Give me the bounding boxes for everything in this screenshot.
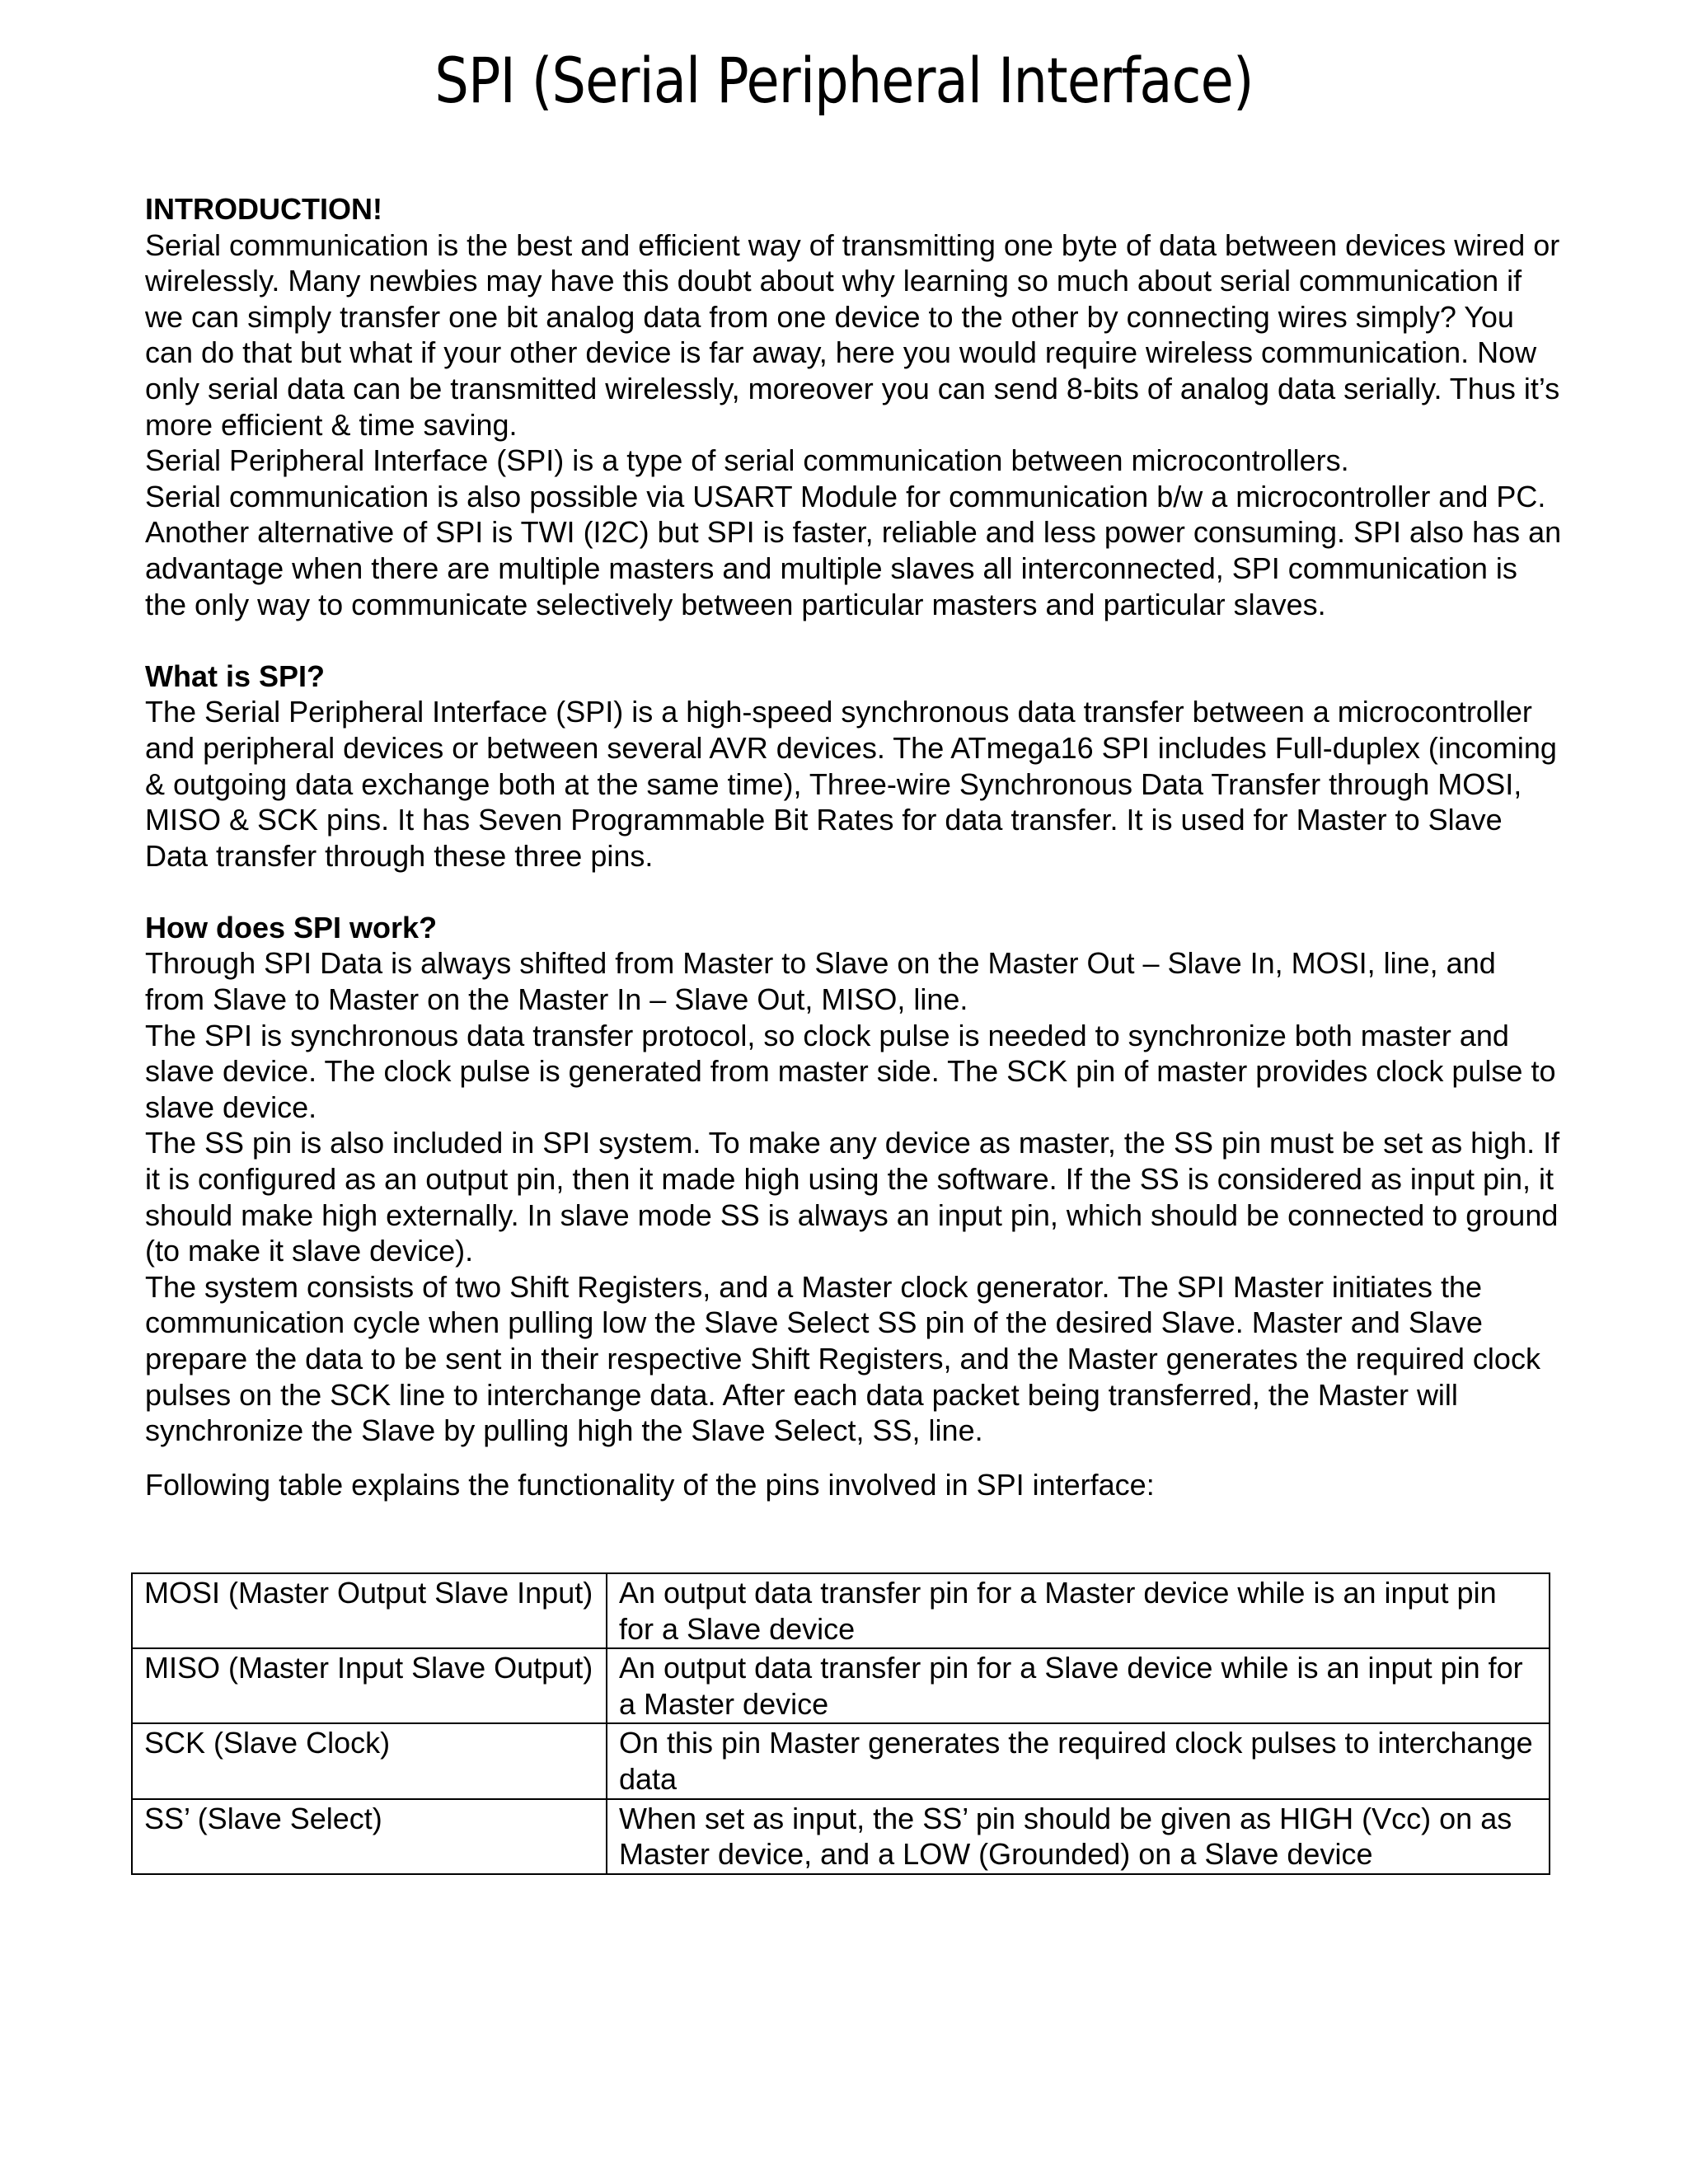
paragraph: The SS pin is also included in SPI system. To make any device as master, the SS pin must be set as high. If it is configured as an output pin, then it made high using the software. If the SS is considered as input pin, it should make high externally. In slave mode SS is always an input pin, which should be connected to ground (to make it slave device). bbox=[145, 1126, 1560, 1268]
section-introduction bbox=[145, 191, 1563, 622]
pin-name-cell: MOSI (Master Output Slave Input) bbox=[132, 1573, 607, 1648]
paragraph: Serial communication is also possible via USART Module for communication b/w a microcontroller and PC. Another alternative of SPI is TWI (I2C) but SPI is faster, reliable and less power consuming. SPI also has an advantage when there are multiple masters and multiple slaves all interconnected, SPI communication is the only way to communicate selectively between particular masters and particular slaves. bbox=[145, 479, 1562, 621]
pin-name-cell: SS’ (Slave Select) bbox=[132, 1799, 607, 1874]
table-intro-text: Following table explains the functionality of the pins involved in SPI interface: bbox=[145, 1467, 1155, 1502]
paragraph: The system consists of two Shift Registers, and a Master clock generator. The SPI Master initiates the communication cycle when pulling low the Slave Select SS pin of the desired Slave. Master and Slave prepare the data to be sent in their respective Shift Registers, and the Master generates the required clock pulses on the SCK line to interchange data. After each data packet being transferred, the Master will synchronize the Slave by pulling high the Slave Select, SS, line. bbox=[145, 1269, 1540, 1448]
spi-pin-table bbox=[131, 1572, 1550, 1875]
pin-name-cell: SCK (Slave Clock) bbox=[132, 1723, 607, 1798]
table-row bbox=[132, 1723, 1550, 1798]
paragraph: The SPI is synchronous data transfer protocol, so clock pulse is needed to synchronize both master and slave device. The clock pulse is generated from master side. The SCK pin of master provides clock pulse to slave device. bbox=[145, 1018, 1556, 1124]
document-title: SPI (Serial Peripheral Interface) bbox=[434, 44, 1254, 117]
pin-description-cell: An output data transfer pin for a Master device while is an input pin for a Slave device bbox=[607, 1573, 1550, 1648]
pin-name-cell: MISO (Master Input Slave Output) bbox=[132, 1648, 607, 1723]
pin-description-cell: On this pin Master generates the required clock pulses to interchange data bbox=[607, 1723, 1550, 1798]
section-how-does-spi-work bbox=[145, 910, 1563, 1449]
pin-description-cell: An output data transfer pin for a Slave device while is an input pin for a Master device bbox=[607, 1648, 1550, 1723]
table-row bbox=[132, 1799, 1550, 1874]
paragraph: Through SPI Data is always shifted from Master to Slave on the Master Out – Slave In, MOSI, line, and from Slave to Master on the Master In – Slave Out, MISO, line. bbox=[145, 946, 1496, 1017]
pin-description-cell: When set as input, the SS’ pin should be given as HIGH (Vcc) on as Master device, and a LOW (Grounded) on a Slave device bbox=[607, 1799, 1550, 1874]
paragraph: Serial communication is the best and efficient way of transmitting one byte of data between devices wired or wirelessly. Many newbies may have this doubt about why learning so much about serial communication if we can simply transfer one bit analog data from one device to the other by connecting wires simply? You can do that but what if your other device is far away, here you would require wireless communication. Now only serial data can be transmitted wirelessly, moreover you can send 8-bits of analog data serially. Thus it’s more efficient & time saving. bbox=[145, 227, 1560, 442]
document-body bbox=[145, 191, 1563, 1502]
section-heading-how-does-spi-work: How does SPI work? bbox=[145, 910, 438, 944]
paragraph: The Serial Peripheral Interface (SPI) is a high-speed synchronous data transfer between a microcontroller and peripheral devices or between several AVR devices. The ATmega16 SPI includes Full-duplex (incoming & outgoing data exchange both at the same time), Three-wire Synchronous Data Transfer through MOSI, MISO & SCK pins. It has Seven Programmable Bit Rates for data transfer. It is used for Master to Slave Data transfer through these three pins. bbox=[145, 695, 1557, 873]
section-what-is-spi bbox=[145, 658, 1563, 874]
table-row bbox=[132, 1573, 1550, 1648]
paragraph: Serial Peripheral Interface (SPI) is a type of serial communication between microcontrollers. bbox=[145, 443, 1349, 478]
section-heading-introduction: INTRODUCTION! bbox=[145, 192, 382, 226]
table-row bbox=[132, 1648, 1550, 1723]
section-heading-what-is-spi: What is SPI? bbox=[145, 658, 326, 693]
